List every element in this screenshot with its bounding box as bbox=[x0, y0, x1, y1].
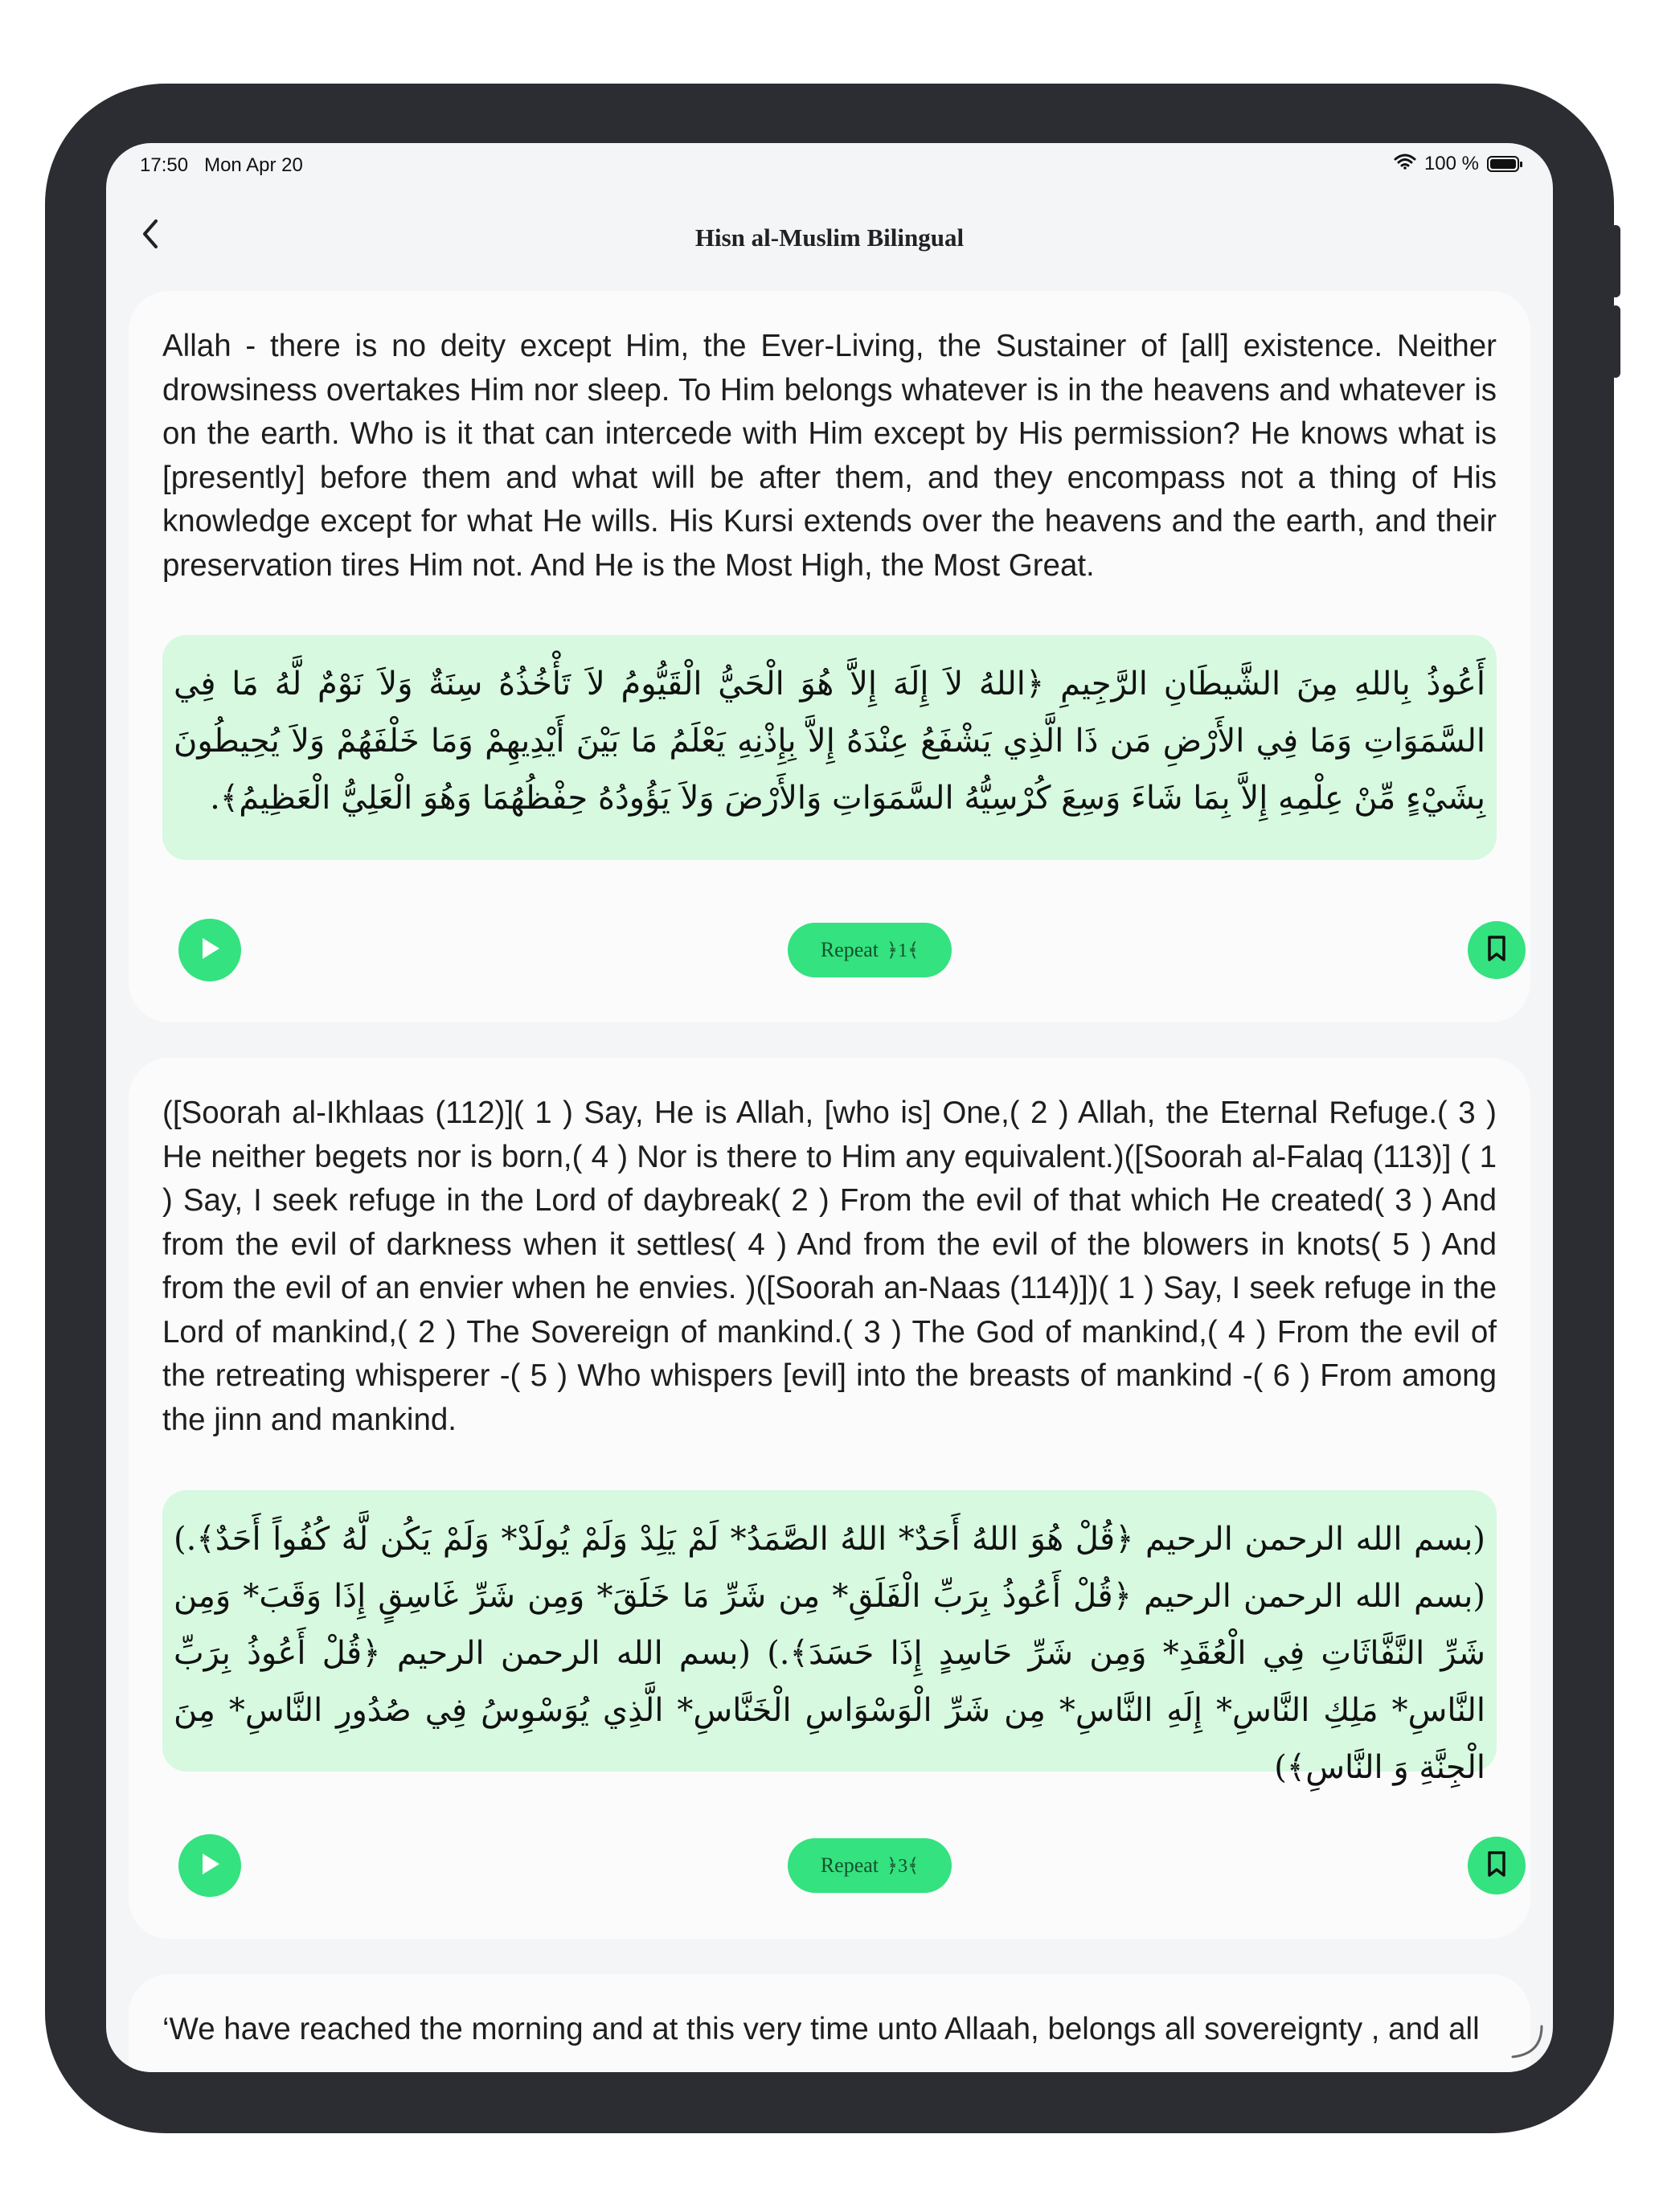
status-time bbox=[140, 154, 303, 177]
play-button[interactable] bbox=[178, 919, 241, 981]
bookmark-button[interactable] bbox=[1468, 1837, 1526, 1895]
power-button bbox=[1611, 305, 1620, 378]
dua-english-text: ([Soorah al-Ikhlaas (112)]( 1 ) Say, He is Allah, [who is] One,( 2 ) Allah, the Eternal Refuge.( 3 ) He neither begets nor is born,( 4 ) Nor is there to Him any equivalent.)([Soorah al-Falaq (113)] ( 1 ) Say, I seek refuge in the Lord of daybreak( 2 ) From the evil of that which He created( 3 ) And from the evil of darkness when it settles( 4 ) And from the evil of the blowers in knots( 5 ) And from the evil of an envier when he envies. )([Soorah an-Naas (114)])( 1 ) Say, I seek refuge in the Lord of mankind,( 2 ) The Sovereign of mankind.( 3 ) The God of mankind,( 4 ) From the evil of the retreating whisperer -( 5 ) Who whispers [evil] into the breasts of mankind -( 6 ) From among the jinn and mankind. bbox=[162, 1096, 1497, 1437]
repeat-count: ﴿1﴾ bbox=[887, 940, 920, 961]
status-time-text: 17:50 bbox=[140, 154, 189, 176]
play-icon bbox=[198, 936, 222, 965]
dua-card bbox=[129, 291, 1530, 1022]
dua-arabic-text: أَعُوذُ بِاللهِ مِنَ الشَّيطَانِ الرَّجِيمِ ﴿اللهُ لاَ إِلَهَ إِلاَّ هُوَ الْحَيُّ الْقَيُّومُ لاَ تَأْخُذُهُ سِنَةٌ وَلاَ نَوْمٌ لَّهُ مَا فِي السَّمَوَاتِ وَمَا فِي الأَرْضِ مَن ذَا الَّذِي يَشْفَعُ عِنْدَهُ إِلاَّ بِإِذْنِهِ يَعْلَمُ مَا بَيْنَ أَيْدِيهِمْ وَمَا خَلْفَهُمْ وَلاَ يُحِيطُونَ بِشَيْءٍ مِّنْ عِلْمِهِ إِلاَّ بِمَا شَاءَ وَسِعَ كُرْسِيُّهُ السَّمَوَاتِ وَالأَرْضَ وَلاَ يَؤُودُهُ حِفْظُهُمَا وَهُوَ الْعَلِيُّ الْعَظِيمُ﴾. bbox=[162, 635, 1497, 860]
repeat-count: ﴿3﴾ bbox=[887, 1855, 920, 1877]
repeat-label: Repeat bbox=[820, 938, 879, 961]
status-right bbox=[1394, 153, 1519, 175]
volume-button bbox=[1611, 225, 1620, 297]
dua-card bbox=[129, 1974, 1530, 2072]
bookmark-button[interactable] bbox=[1468, 921, 1526, 979]
battery-percent: 100 % bbox=[1423, 153, 1479, 174]
page-title: Hisn al-Muslim Bilingual bbox=[694, 223, 965, 252]
dua-card bbox=[129, 1058, 1530, 1939]
repeat-label: Repeat bbox=[820, 1854, 879, 1877]
repeat-button[interactable] bbox=[788, 1838, 952, 1893]
status-date-text: Mon Apr 20 bbox=[204, 154, 303, 176]
play-icon bbox=[198, 1851, 222, 1881]
battery-icon bbox=[1487, 156, 1519, 172]
dua-english-text: ‘We have reached the morning and at this very time unto Allaah, belongs all sovereignty , and all bbox=[162, 2012, 1480, 2046]
play-button[interactable] bbox=[178, 1834, 241, 1897]
nav-bar bbox=[106, 199, 1553, 272]
repeat-button[interactable] bbox=[788, 923, 952, 977]
bookmark-icon bbox=[1485, 1850, 1508, 1882]
screen bbox=[106, 143, 1553, 2072]
dua-english-text: Allah - there is no deity except Him, the Ever-Living, the Sustainer of [all] existence. Neither drowsiness overtakes Him nor sleep. To Him belongs whatever is in the heavens and whatever is on the earth. Who is it that can intercede with Him except by His permission? He knows what is [presently] before them and what will be after them, and they encompass not a thing of His knowledge except for what He wills. His Kursi extends over the heavens and the earth, and their preservation tires Him not. And He is the Most High, the Most Great. bbox=[162, 329, 1497, 583]
dua-arabic-text: (بسم الله الرحمن الرحيم ﴿قُلْ هُوَ اللهُ أَحَدٌ* اللهُ الصَّمَدُ* لَمْ يَلِدْ وَلَمْ يُولَدْ* وَلَمْ يَكُن لَّهُ كُفُواً أَحَدٌ﴾.) (بسم الله الرحمن الرحيم ﴿قُلْ أَعُوذُ بِرَبِّ الْفَلَقِ* مِن شَرِّ مَا خَلَقَ* وَمِن شَرِّ غَاسِقٍ إِذَا وَقَبَ* وَمِن شَرِّ النَّفَّاثَاتِ فِي الْعُقَدِ* وَمِن شَرِّ حَاسِدٍ إِذَا حَسَدَ﴾.) (بسم الله الرحمن الرحيم ﴿قُلْ أَعُوذُ بِرَبِّ النَّاسِ* مَلِكِ النَّاسِ* إِلَهِ النَّاسِ* مِن شَرِّ الْوَسْوَاسِ الْخَنَّاسِ* الَّذِي يُوَسْوِسُ فِي صُدُورِ النَّاسِ* مِنَ الْجِنَّةِ وَ النَّاسِ﴾) bbox=[162, 1490, 1497, 1772]
wifi-icon bbox=[1394, 153, 1416, 175]
status-bar bbox=[106, 143, 1553, 188]
bookmark-icon bbox=[1485, 935, 1508, 966]
resize-handle-icon bbox=[1506, 2022, 1546, 2066]
